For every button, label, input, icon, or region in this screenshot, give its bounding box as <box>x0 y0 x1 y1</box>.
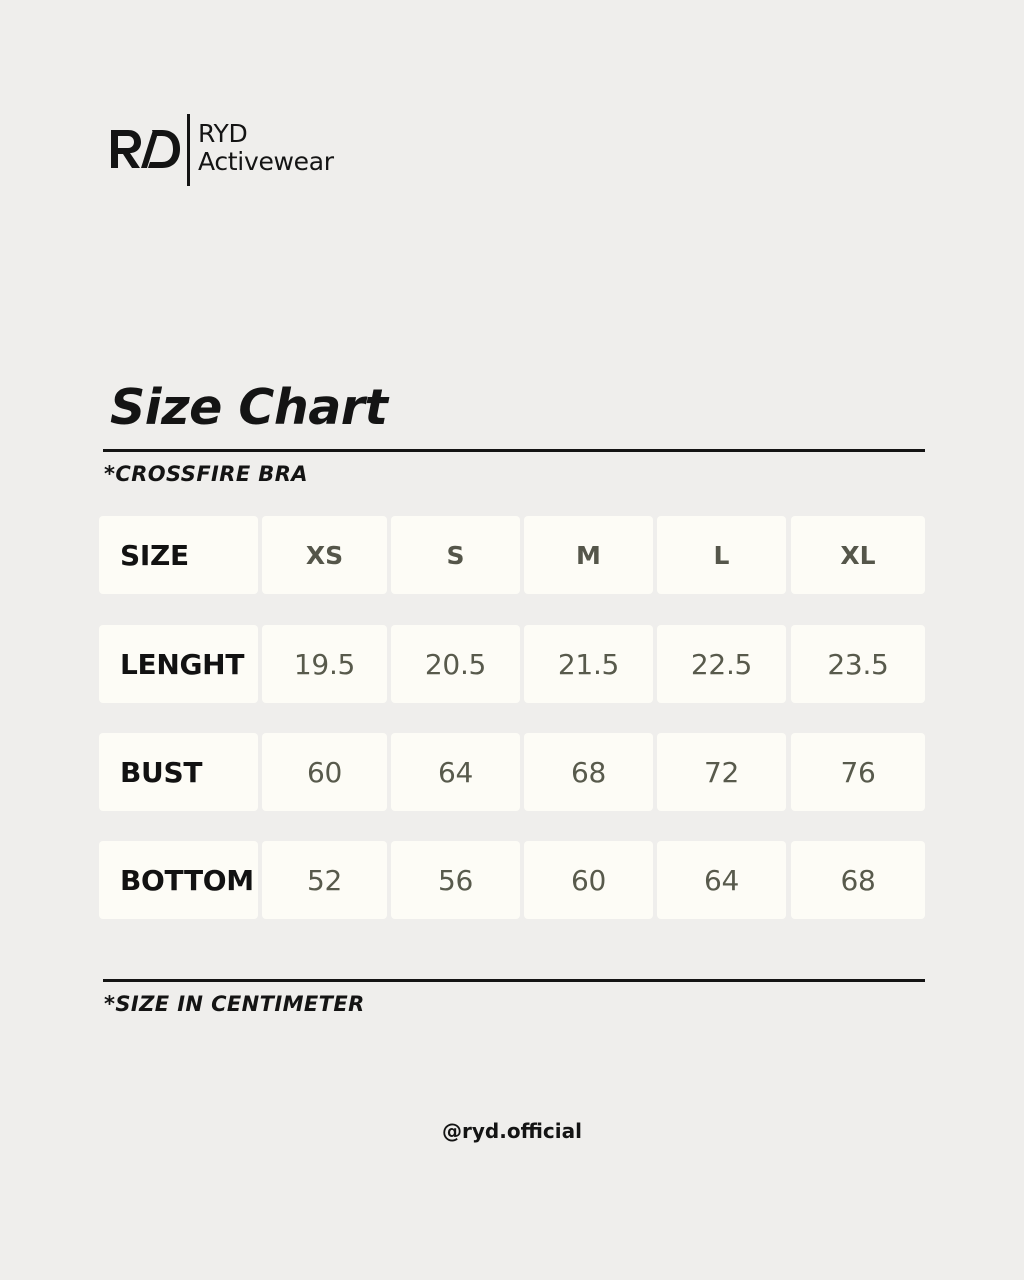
page-title: Size Chart <box>110 379 388 436</box>
top-divider <box>103 449 925 452</box>
header-label-cell: SIZE <box>99 516 258 594</box>
table-cell: 23.5 <box>791 625 925 703</box>
product-note: *CROSSFIRE BRA <box>104 462 308 486</box>
brand-name-line1: RYD <box>198 119 248 148</box>
bottom-divider <box>103 979 925 982</box>
table-cell: 68 <box>524 733 653 811</box>
table-row-bust <box>99 733 925 811</box>
size-header-m: M <box>524 516 653 594</box>
table-cell: 64 <box>391 733 520 811</box>
brand-name-line2: Activewear <box>198 147 334 176</box>
table-cell: 21.5 <box>524 625 653 703</box>
table-row-bottom <box>99 841 925 919</box>
table-header-row <box>99 516 925 594</box>
table-cell: 64 <box>657 841 786 919</box>
table-cell: 72 <box>657 733 786 811</box>
table-row-length <box>99 625 925 703</box>
size-header-l: L <box>657 516 786 594</box>
row-label: BOTTOM <box>99 841 258 919</box>
table-cell: 60 <box>524 841 653 919</box>
unit-note: *SIZE IN CENTIMETER <box>104 992 365 1016</box>
table-cell: 22.5 <box>657 625 786 703</box>
table-cell: 68 <box>791 841 925 919</box>
ryd-logo-mark <box>108 124 182 174</box>
size-header-s: S <box>391 516 520 594</box>
size-header-xl: XL <box>791 516 925 594</box>
brand-divider <box>187 114 190 186</box>
row-label: LENGHT <box>99 625 258 703</box>
size-header-xs: XS <box>262 516 387 594</box>
table-cell: 52 <box>262 841 387 919</box>
row-label: BUST <box>99 733 258 811</box>
table-cell: 60 <box>262 733 387 811</box>
table-cell: 56 <box>391 841 520 919</box>
social-handle: @ryd.official <box>442 1119 582 1143</box>
table-cell: 76 <box>791 733 925 811</box>
table-cell: 19.5 <box>262 625 387 703</box>
table-cell: 20.5 <box>391 625 520 703</box>
